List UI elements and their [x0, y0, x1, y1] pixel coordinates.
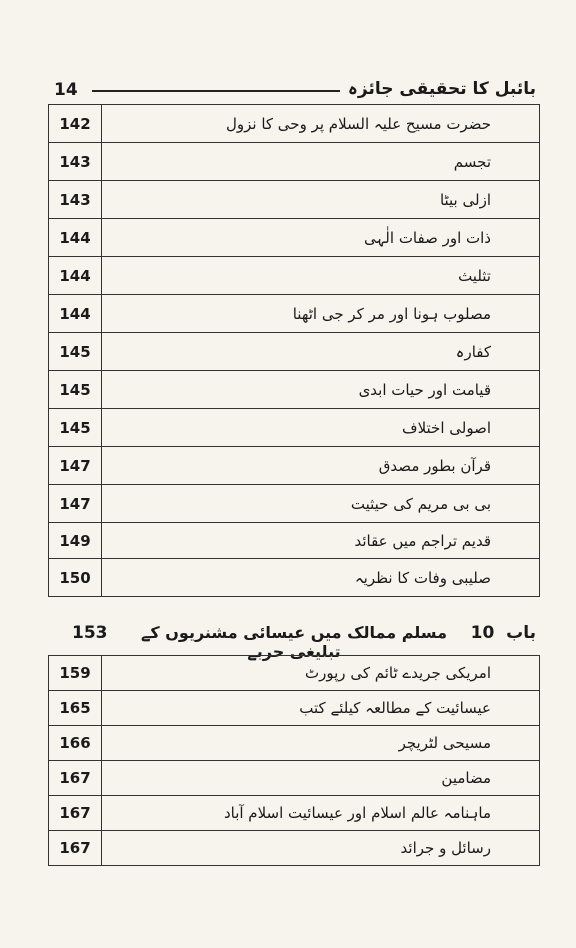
entry-page: 143 [49, 143, 102, 181]
table-row [49, 143, 540, 181]
table-row [49, 181, 540, 219]
chapter-label [471, 623, 536, 643]
table-row [49, 447, 540, 485]
entry-title: بی بی مریم کی حیثیت [102, 485, 540, 523]
entry-page: 145 [49, 409, 102, 447]
table-row [49, 559, 540, 597]
entry-title: مضامین [102, 761, 540, 796]
entry-page: 142 [49, 105, 102, 143]
contents-table-1 [48, 104, 540, 597]
entry-page: 150 [49, 559, 102, 597]
entry-page: 144 [49, 219, 102, 257]
entry-page: 145 [49, 333, 102, 371]
chapter-page: 153 [72, 623, 108, 643]
entry-title: حضرت مسیح علیہ السلام پر وحی کا نزول [102, 105, 540, 143]
table-row [49, 656, 540, 691]
entry-page: 147 [49, 447, 102, 485]
entry-page: 149 [49, 523, 102, 559]
entry-page: 144 [49, 295, 102, 333]
entry-title: قیامت اور حیات ابدی [102, 371, 540, 409]
entry-page: 159 [49, 656, 102, 691]
entry-page: 147 [49, 485, 102, 523]
chapter-heading [48, 617, 540, 661]
chapter-title: مسلم ممالک میں عیسائی مشنریوں کے تبلیغی حربے [141, 623, 447, 661]
entry-page: 167 [49, 831, 102, 866]
chapter-word: باب [506, 623, 536, 643]
entry-page: 167 [49, 796, 102, 831]
table-row [49, 523, 540, 559]
contents-table-2 [48, 655, 540, 866]
table-row [49, 295, 540, 333]
table-row [49, 485, 540, 523]
entry-title: اصولی اختلاف [102, 409, 540, 447]
table-row [49, 257, 540, 295]
entry-page: 143 [49, 181, 102, 219]
entry-title: مصلوب ہونا اور مر کر جی اٹھنا [102, 295, 540, 333]
entry-page: 145 [49, 371, 102, 409]
entry-title: قرآن بطور مصدق [102, 447, 540, 485]
entry-page: 166 [49, 726, 102, 761]
header-rule [92, 90, 340, 92]
entry-title: رسائل و جرائد [102, 831, 540, 866]
entry-title: تثلیث [102, 257, 540, 295]
entry-title: امریکی جریدے ٹائم کی رپورٹ [102, 656, 540, 691]
table-row [49, 726, 540, 761]
table-row [49, 761, 540, 796]
chapter-number: 10 [470, 623, 495, 643]
page-header [48, 78, 540, 106]
table-row [49, 105, 540, 143]
entry-title: صلیبی وفات کا نظریہ [102, 559, 540, 597]
entry-title: عیسائیت کے مطالعہ کیلئے کتب [102, 691, 540, 726]
table-row [49, 219, 540, 257]
table-row [49, 831, 540, 866]
entry-title: ذات اور صفات الٰہی [102, 219, 540, 257]
entry-page: 167 [49, 761, 102, 796]
table-row [49, 371, 540, 409]
entry-page: 165 [49, 691, 102, 726]
book-title: بائبل کا تحقیقی جائزہ [347, 79, 536, 99]
table-row [49, 796, 540, 831]
table-row [49, 691, 540, 726]
entry-title: ماہنامہ عالم اسلام اور عیسائیت اسلام آباد [102, 796, 540, 831]
entry-title: ازلی بیٹا [102, 181, 540, 219]
entry-title: مسیحی لٹریچر [102, 726, 540, 761]
entry-title: کفارہ [102, 333, 540, 371]
entry-page: 144 [49, 257, 102, 295]
entry-title: تجسم [102, 143, 540, 181]
entry-title: قدیم تراجم میں عقائد [102, 523, 540, 559]
table-row [49, 333, 540, 371]
table-row [49, 409, 540, 447]
page-number: 14 [54, 80, 78, 100]
